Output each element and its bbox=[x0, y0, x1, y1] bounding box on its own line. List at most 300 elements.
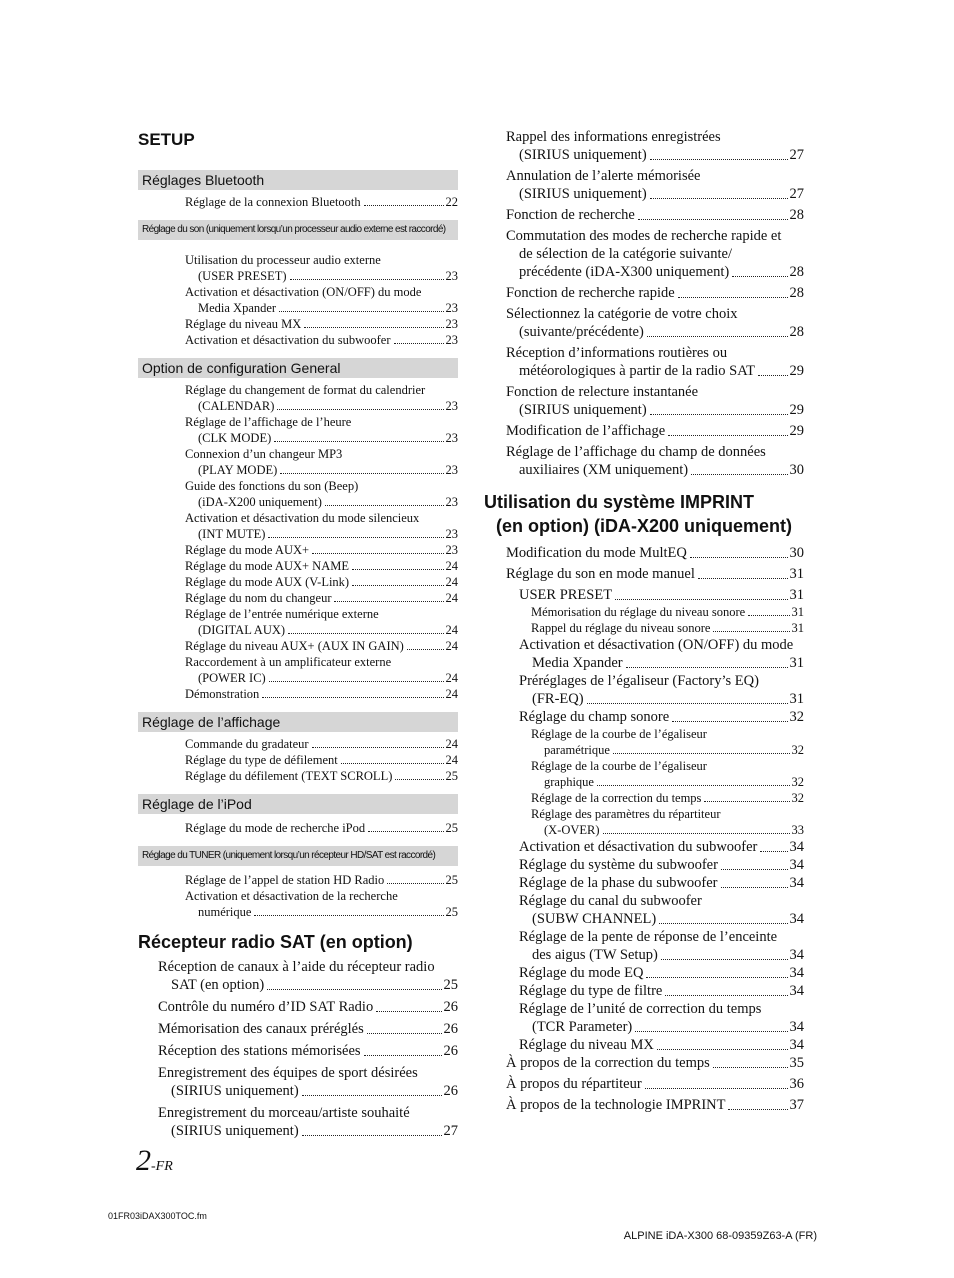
toc-page-number: 34 bbox=[789, 911, 804, 927]
dot-leader bbox=[647, 336, 788, 337]
dot-leader bbox=[341, 763, 444, 764]
toc-page-number: 25 bbox=[443, 977, 458, 993]
toc-entry-line bbox=[531, 790, 804, 806]
toc-page-number: 34 bbox=[789, 839, 804, 855]
toc-entry-line bbox=[531, 822, 804, 838]
toc-entry-line bbox=[185, 494, 458, 510]
right-column bbox=[486, 128, 804, 1117]
toc-entry-line bbox=[506, 206, 804, 224]
toc-entry-text: (suivante/précédente) bbox=[519, 324, 644, 340]
toc-page-number: 24 bbox=[445, 575, 458, 589]
section-bar-sound: Réglage du son (uniquement lorsqu’un processeur audio externe est raccordé) bbox=[138, 220, 458, 240]
toc-entry-text: Commande du gradateur bbox=[185, 737, 309, 751]
toc-entry-text: (SIRIUS uniquement) bbox=[171, 1123, 299, 1139]
toc-entry bbox=[486, 636, 804, 672]
dot-leader bbox=[704, 801, 789, 802]
toc-page-number: 32 bbox=[791, 775, 804, 789]
toc-page-number: 25 bbox=[445, 769, 458, 783]
dot-leader bbox=[290, 279, 444, 280]
toc-entry-line bbox=[506, 1054, 804, 1072]
toc-entry bbox=[486, 383, 804, 419]
toc-entry-line bbox=[185, 622, 458, 638]
toc-entry-line bbox=[185, 558, 458, 574]
toc-entry-text: Réglage du défilement (TEXT SCROLL) bbox=[185, 769, 393, 783]
toc-entry-line bbox=[531, 742, 804, 758]
toc-entry-line bbox=[506, 401, 804, 419]
toc-entry-line bbox=[506, 1075, 804, 1093]
dot-leader bbox=[302, 1135, 442, 1136]
toc-entry-text: Réglage de la pente de réponse de l’enceinte bbox=[519, 929, 778, 945]
toc-entry-line bbox=[185, 872, 458, 888]
dot-leader bbox=[721, 887, 788, 888]
toc-entry-line bbox=[531, 620, 804, 636]
toc-entry-line bbox=[158, 1042, 458, 1060]
toc-entry-text: auxiliaires (XM uniquement) bbox=[519, 462, 689, 478]
dot-leader bbox=[262, 697, 443, 698]
dot-leader bbox=[758, 375, 788, 376]
toc-entry-text: Fonction de recherche rapide bbox=[506, 285, 675, 301]
toc-page-number: 34 bbox=[789, 947, 804, 963]
toc-page-number: 29 bbox=[789, 423, 804, 439]
toc-entry bbox=[138, 820, 458, 836]
toc-entry-text: Réglage du type de filtre bbox=[519, 983, 663, 999]
toc-entry-line bbox=[519, 708, 804, 726]
dot-leader bbox=[650, 414, 788, 415]
toc-entry bbox=[138, 590, 458, 606]
toc-entry-text: USER PRESET bbox=[519, 587, 613, 603]
dot-leader bbox=[279, 311, 443, 312]
dot-leader bbox=[352, 569, 444, 570]
toc-entry-line bbox=[519, 874, 804, 892]
toc-page-number: 25 bbox=[445, 873, 458, 887]
toc-page-number: 29 bbox=[789, 363, 804, 379]
toc-entry-text: À propos de la technologie IMPRINT bbox=[506, 1097, 726, 1113]
toc-entry-text: Enregistrement du morceau/artiste souhaité bbox=[158, 1105, 410, 1121]
dot-leader bbox=[587, 703, 788, 704]
toc-entry-line bbox=[519, 856, 804, 874]
toc-entry-line bbox=[158, 1020, 458, 1038]
toc-entry-line bbox=[185, 542, 458, 558]
dot-leader bbox=[274, 441, 443, 442]
toc-page-number: 23 bbox=[445, 301, 458, 315]
toc-entry bbox=[138, 510, 458, 542]
toc-entry-line bbox=[519, 690, 804, 708]
toc-entry-line bbox=[158, 1082, 458, 1100]
dot-leader bbox=[661, 959, 788, 960]
toc-page-number: 31 bbox=[791, 621, 804, 635]
toc-page-number: 23 bbox=[445, 463, 458, 477]
toc-entry-text: Sélectionnez la catégorie de votre choix bbox=[506, 306, 738, 322]
toc-entry-text: Réglage du champ sonore bbox=[519, 709, 670, 725]
toc-page-number: 35 bbox=[789, 1055, 804, 1071]
toc-page-number: 34 bbox=[789, 1037, 804, 1053]
toc-entry bbox=[486, 586, 804, 604]
imprint-heading-line-2: (en option) (iDA-X200 uniquement) bbox=[496, 516, 792, 536]
toc-entry-line bbox=[519, 964, 804, 982]
toc-entry bbox=[138, 284, 458, 316]
toc-page-number: 32 bbox=[791, 791, 804, 805]
toc-entry bbox=[486, 443, 804, 479]
toc-page-number: 31 bbox=[789, 655, 804, 671]
toc-entry-text: Réglage du mode de recherche iPod bbox=[185, 821, 366, 835]
toc-entry bbox=[486, 604, 804, 620]
toc-entry-line bbox=[185, 268, 458, 284]
toc-entry-text: (iDA-X200 uniquement) bbox=[198, 495, 322, 509]
toc-entry-text: SAT (en option) bbox=[171, 977, 265, 993]
toc-entry-line bbox=[506, 284, 804, 302]
toc-entry bbox=[138, 686, 458, 702]
toc-entry bbox=[138, 252, 458, 284]
toc-entry-line bbox=[158, 998, 458, 1016]
toc-entry bbox=[486, 422, 804, 440]
dot-leader bbox=[312, 553, 443, 554]
sat-entries bbox=[138, 958, 458, 1140]
toc-entry-line bbox=[506, 146, 804, 164]
toc-entry-text: numérique bbox=[198, 905, 252, 919]
toc-entry-line bbox=[519, 1018, 804, 1036]
toc-entry-text: Utilisation du processeur audio externe bbox=[185, 253, 381, 267]
toc-entry-line bbox=[185, 820, 458, 836]
toc-entry-text: Modification du mode MultEQ bbox=[506, 545, 687, 561]
toc-entry bbox=[138, 414, 458, 446]
toc-entry bbox=[138, 998, 458, 1016]
toc-entry-text: Activation et désactivation (ON/OFF) du mode bbox=[185, 285, 422, 299]
toc-page-number: 31 bbox=[789, 587, 804, 603]
right-top-entries bbox=[486, 128, 804, 479]
dot-leader bbox=[268, 537, 443, 538]
toc-page-number: 34 bbox=[789, 1019, 804, 1035]
toc-entry-line bbox=[185, 462, 458, 478]
toc-entry-text: Réglage du canal du subwoofer bbox=[519, 893, 702, 909]
dot-leader bbox=[395, 779, 443, 780]
dot-leader bbox=[678, 297, 788, 298]
toc-page-number: 24 bbox=[445, 639, 458, 653]
section-bar-tuner: Réglage du TUNER (uniquement lorsqu’un récepteur HD/SAT est raccordé) bbox=[138, 846, 458, 866]
toc-entry-text: Réglage de l’unité de correction du temps bbox=[519, 1001, 762, 1017]
toc-entry-text: Rappel du réglage du niveau sonore bbox=[531, 621, 711, 635]
toc-entry-text: Réglage du niveau MX bbox=[185, 317, 302, 331]
toc-entry-line bbox=[519, 586, 804, 604]
toc-entry-line bbox=[519, 838, 804, 856]
dot-leader bbox=[312, 747, 444, 748]
toc-entry bbox=[138, 872, 458, 888]
dot-leader bbox=[364, 1055, 442, 1056]
toc-entry-text: Réglage de l’appel de station HD Radio bbox=[185, 873, 385, 887]
toc-entry-text: Activation et désactivation du subwoofer bbox=[185, 333, 391, 347]
toc-entry-text: Fonction de recherche bbox=[506, 207, 635, 223]
toc-entry-text: météorologiques à partir de la radio SAT bbox=[519, 363, 755, 379]
toc-entry-text: (SIRIUS uniquement) bbox=[171, 1083, 299, 1099]
toc-entry-text: Réglage de la courbe de l’égaliseur bbox=[531, 727, 707, 741]
toc-entry-text: (USER PRESET) bbox=[198, 269, 287, 283]
dot-leader bbox=[269, 681, 444, 682]
dot-leader bbox=[672, 721, 787, 722]
toc-entry-text: Réglage du son en mode manuel bbox=[506, 566, 695, 582]
toc-page-number: 32 bbox=[791, 743, 804, 757]
toc-entry-text: (FR-EQ) bbox=[532, 691, 584, 707]
dot-leader bbox=[334, 601, 443, 602]
toc-entry bbox=[138, 1104, 458, 1140]
toc-entry-line bbox=[519, 910, 804, 928]
toc-entry-text: Activation et désactivation du mode silencieux bbox=[185, 511, 420, 525]
toc-entry-text: Préréglages de l’égaliseur (Factory’s EQ) bbox=[519, 673, 759, 689]
toc-entry-text: Réglage de la connexion Bluetooth bbox=[185, 195, 361, 209]
toc-entry-text: Mémorisation des canaux préréglés bbox=[158, 1021, 364, 1037]
dot-leader bbox=[288, 633, 443, 634]
dot-leader bbox=[387, 883, 443, 884]
toc-entry-line bbox=[185, 768, 458, 784]
toc-page-number: 24 bbox=[445, 687, 458, 701]
dot-leader bbox=[352, 585, 443, 586]
toc-entry-text: (SIRIUS uniquement) bbox=[519, 402, 647, 418]
toc-entry bbox=[486, 227, 804, 281]
toc-entry bbox=[138, 736, 458, 752]
toc-entry-text: À propos de la correction du temps bbox=[506, 1055, 710, 1071]
dot-leader bbox=[659, 923, 787, 924]
toc-entry bbox=[138, 382, 458, 414]
toc-page-number: 22 bbox=[445, 195, 458, 209]
toc-entry bbox=[486, 206, 804, 224]
toc-entry bbox=[138, 958, 458, 994]
toc-entry-text: paramétrique bbox=[544, 743, 610, 757]
toc-entry-text: (CLK MODE) bbox=[198, 431, 272, 445]
toc-entry-text: (DIGITAL AUX) bbox=[198, 623, 286, 637]
page-number-suffix: -FR bbox=[151, 1159, 173, 1174]
toc-entry-text: Réglage du système du subwoofer bbox=[519, 857, 718, 873]
section-bar-bluetooth: Réglages Bluetooth bbox=[138, 170, 458, 190]
toc-page-number: 28 bbox=[789, 264, 804, 280]
toc-page-number: 34 bbox=[789, 965, 804, 981]
toc-page-number: 27 bbox=[789, 147, 804, 163]
toc-entry bbox=[138, 558, 458, 574]
dot-leader bbox=[368, 831, 443, 832]
section-bar-general: Option de configuration General bbox=[138, 358, 458, 378]
page-number bbox=[136, 1144, 173, 1178]
toc-entry-text: Rappel des informations enregistrées bbox=[506, 129, 721, 145]
section-bar-display: Réglage de l’affichage bbox=[138, 712, 458, 732]
toc-entry-line bbox=[519, 1036, 804, 1054]
toc-entry bbox=[138, 752, 458, 768]
toc-entry-line bbox=[185, 300, 458, 316]
toc-page-number: 32 bbox=[789, 709, 804, 725]
toc-entry-text: Enregistrement des équipes de sport désirées bbox=[158, 1065, 418, 1081]
toc-page-number: 26 bbox=[443, 1043, 458, 1059]
toc-entry bbox=[486, 838, 804, 856]
toc-entry bbox=[486, 544, 804, 562]
dot-leader bbox=[668, 435, 787, 436]
toc-entry-text: Réglage du mode AUX (V-Link) bbox=[185, 575, 350, 589]
toc-entry-text: Réglage du niveau AUX+ (AUX IN GAIN) bbox=[185, 639, 404, 653]
dot-leader bbox=[376, 1011, 441, 1012]
toc-entry bbox=[486, 806, 804, 838]
toc-entry bbox=[486, 565, 804, 583]
dot-leader bbox=[304, 327, 443, 328]
toc-page-number: 23 bbox=[445, 527, 458, 541]
toc-page-number: 28 bbox=[789, 207, 804, 223]
toc-page-number: 23 bbox=[445, 431, 458, 445]
toc-entry-line bbox=[506, 1096, 804, 1114]
toc-entry-text: Guide des fonctions du son (Beep) bbox=[185, 479, 359, 493]
toc-page-number: 23 bbox=[445, 543, 458, 557]
dot-leader bbox=[267, 989, 441, 990]
toc-entry-text: Réglage du mode EQ bbox=[519, 965, 644, 981]
toc-page-number: 23 bbox=[445, 317, 458, 331]
toc-entry-line bbox=[531, 774, 804, 790]
toc-entry-text: Réglage de l’entrée numérique externe bbox=[185, 607, 379, 621]
toc-entry-text: Contrôle du numéro d’ID SAT Radio bbox=[158, 999, 374, 1015]
toc-entry-line bbox=[185, 904, 458, 920]
toc-entry bbox=[138, 542, 458, 558]
toc-entry-text: de sélection de la catégorie suivante/ bbox=[519, 246, 732, 262]
toc-entry-text: Annulation de l’alerte mémorisée bbox=[506, 168, 701, 184]
dot-leader bbox=[728, 1109, 787, 1110]
dot-leader bbox=[713, 631, 789, 632]
toc-page-number: 23 bbox=[445, 269, 458, 283]
dot-leader bbox=[665, 995, 787, 996]
dot-leader bbox=[748, 615, 789, 616]
toc-entry-text: précédente (iDA-X300 uniquement) bbox=[519, 264, 730, 280]
toc-entry-text: Réglage du type de défilement bbox=[185, 753, 338, 767]
toc-page-number: 25 bbox=[445, 905, 458, 919]
toc-entry-line bbox=[185, 590, 458, 606]
toc-entry-text: graphique bbox=[544, 775, 594, 789]
toc-page-number: 30 bbox=[789, 462, 804, 478]
dot-leader bbox=[690, 557, 788, 558]
display-entries bbox=[138, 736, 458, 784]
footer-filename: 01FR03iDAX300TOC.fm bbox=[108, 1211, 207, 1221]
toc-page-number: 34 bbox=[789, 857, 804, 873]
toc-entry-text: Commutation des modes de recherche rapide et bbox=[506, 228, 782, 244]
imprint-entries bbox=[486, 544, 804, 1114]
toc-entry-text: Réglage de la correction du temps bbox=[531, 791, 702, 805]
toc-page-number: 24 bbox=[445, 559, 458, 573]
toc-entry-line bbox=[506, 185, 804, 203]
toc-entry bbox=[138, 1042, 458, 1060]
toc-entry-text: Réception de canaux à l’aide du récepteur radio bbox=[158, 959, 435, 975]
toc-page-number: 34 bbox=[789, 875, 804, 891]
toc-entry bbox=[138, 768, 458, 784]
toc-entry bbox=[486, 758, 804, 790]
toc-entry-text: Activation et désactivation de la recherche bbox=[185, 889, 398, 903]
ipod-entries bbox=[138, 820, 458, 836]
toc-entry-line bbox=[185, 194, 458, 210]
toc-entry bbox=[486, 928, 804, 964]
toc-entry bbox=[486, 1000, 804, 1036]
sat-heading: Récepteur radio SAT (en option) bbox=[138, 932, 413, 952]
toc-page-number: 25 bbox=[445, 821, 458, 835]
toc-entry bbox=[486, 708, 804, 726]
toc-entry-line bbox=[519, 654, 804, 672]
dot-leader bbox=[646, 977, 787, 978]
toc-page-number: 24 bbox=[445, 591, 458, 605]
toc-entry bbox=[138, 194, 458, 210]
toc-entry-line bbox=[519, 982, 804, 1000]
dot-leader bbox=[597, 785, 790, 786]
toc-page-number: 33 bbox=[791, 823, 804, 837]
toc-entry bbox=[138, 316, 458, 332]
toc-page-number: 26 bbox=[443, 999, 458, 1015]
toc-entry-text: Mémorisation du réglage du niveau sonore bbox=[531, 605, 746, 619]
toc-entry bbox=[486, 1036, 804, 1054]
toc-entry bbox=[486, 128, 804, 164]
page-number-digit: 2 bbox=[136, 1144, 151, 1177]
toc-entry-text: Réglage du mode AUX+ bbox=[185, 543, 310, 557]
toc-entry-line bbox=[185, 638, 458, 654]
toc-entry-text: Réglage du changement de format du calendrier bbox=[185, 383, 426, 397]
dot-leader bbox=[254, 915, 443, 916]
dot-leader bbox=[760, 851, 787, 852]
toc-entry bbox=[486, 672, 804, 708]
toc-entry-text: (TCR Parameter) bbox=[532, 1019, 633, 1035]
toc-page-number: 23 bbox=[445, 333, 458, 347]
toc-entry bbox=[486, 856, 804, 874]
toc-entry-line bbox=[185, 574, 458, 590]
toc-page-number: 30 bbox=[789, 545, 804, 561]
toc-entry-text: Media Xpander bbox=[532, 655, 623, 671]
toc-page-number: 27 bbox=[789, 186, 804, 202]
toc-page-number: 24 bbox=[445, 623, 458, 637]
toc-page-number: 24 bbox=[445, 753, 458, 767]
toc-entry-text: Réglage du mode AUX+ NAME bbox=[185, 559, 349, 573]
toc-entry-line bbox=[185, 316, 458, 332]
toc-entry-line bbox=[185, 752, 458, 768]
toc-entry bbox=[486, 982, 804, 1000]
toc-page-number: 24 bbox=[445, 671, 458, 685]
toc-entry-text: (CALENDAR) bbox=[198, 399, 275, 413]
dot-leader bbox=[650, 159, 788, 160]
dot-leader bbox=[613, 753, 790, 754]
toc-entry bbox=[138, 888, 458, 920]
toc-entry-text: Connexion d’un changeur MP3 bbox=[185, 447, 343, 461]
toc-entry-line bbox=[158, 1122, 458, 1140]
toc-entry-line bbox=[158, 976, 458, 994]
toc-entry-line bbox=[506, 565, 804, 583]
toc-entry-text: Réglage de la courbe de l’égaliseur bbox=[531, 759, 707, 773]
toc-entry-text: (INT MUTE) bbox=[198, 527, 266, 541]
toc-entry-line bbox=[519, 946, 804, 964]
toc-entry-text: Réception des stations mémorisées bbox=[158, 1043, 361, 1059]
toc-entry-text: Fonction de relecture instantanée bbox=[506, 384, 699, 400]
toc-entry-line bbox=[506, 263, 804, 281]
toc-entry-text: Activation et désactivation (ON/OFF) du mode bbox=[519, 637, 794, 653]
dot-leader bbox=[603, 833, 790, 834]
tuner-entries bbox=[138, 872, 458, 920]
left-column bbox=[138, 128, 458, 1144]
toc-entry-text: Réception d’informations routières ou bbox=[506, 345, 728, 361]
toc-page-number: 36 bbox=[789, 1076, 804, 1092]
toc-entry-text: (SUBW CHANNEL) bbox=[532, 911, 657, 927]
toc-entry-line bbox=[185, 398, 458, 414]
toc-page-number: 26 bbox=[443, 1083, 458, 1099]
toc-entry-text: Media Xpander bbox=[198, 301, 277, 315]
dot-leader bbox=[650, 198, 788, 199]
sound-entries bbox=[138, 252, 458, 348]
toc-entry bbox=[138, 332, 458, 348]
toc-page-number: 26 bbox=[443, 1021, 458, 1037]
toc-entry bbox=[486, 1054, 804, 1072]
toc-entry bbox=[486, 790, 804, 806]
dot-leader bbox=[657, 1049, 788, 1050]
toc-entry bbox=[486, 167, 804, 203]
dot-leader bbox=[732, 276, 787, 277]
toc-entry-text: Réglage du niveau MX bbox=[519, 1037, 654, 1053]
toc-page-number: 37 bbox=[789, 1097, 804, 1113]
dot-leader bbox=[691, 474, 787, 475]
toc-entry bbox=[486, 620, 804, 636]
toc-entry bbox=[486, 964, 804, 982]
dot-leader bbox=[367, 1033, 442, 1034]
toc-entry-text: Réglage de l’affichage du champ de données bbox=[506, 444, 766, 460]
